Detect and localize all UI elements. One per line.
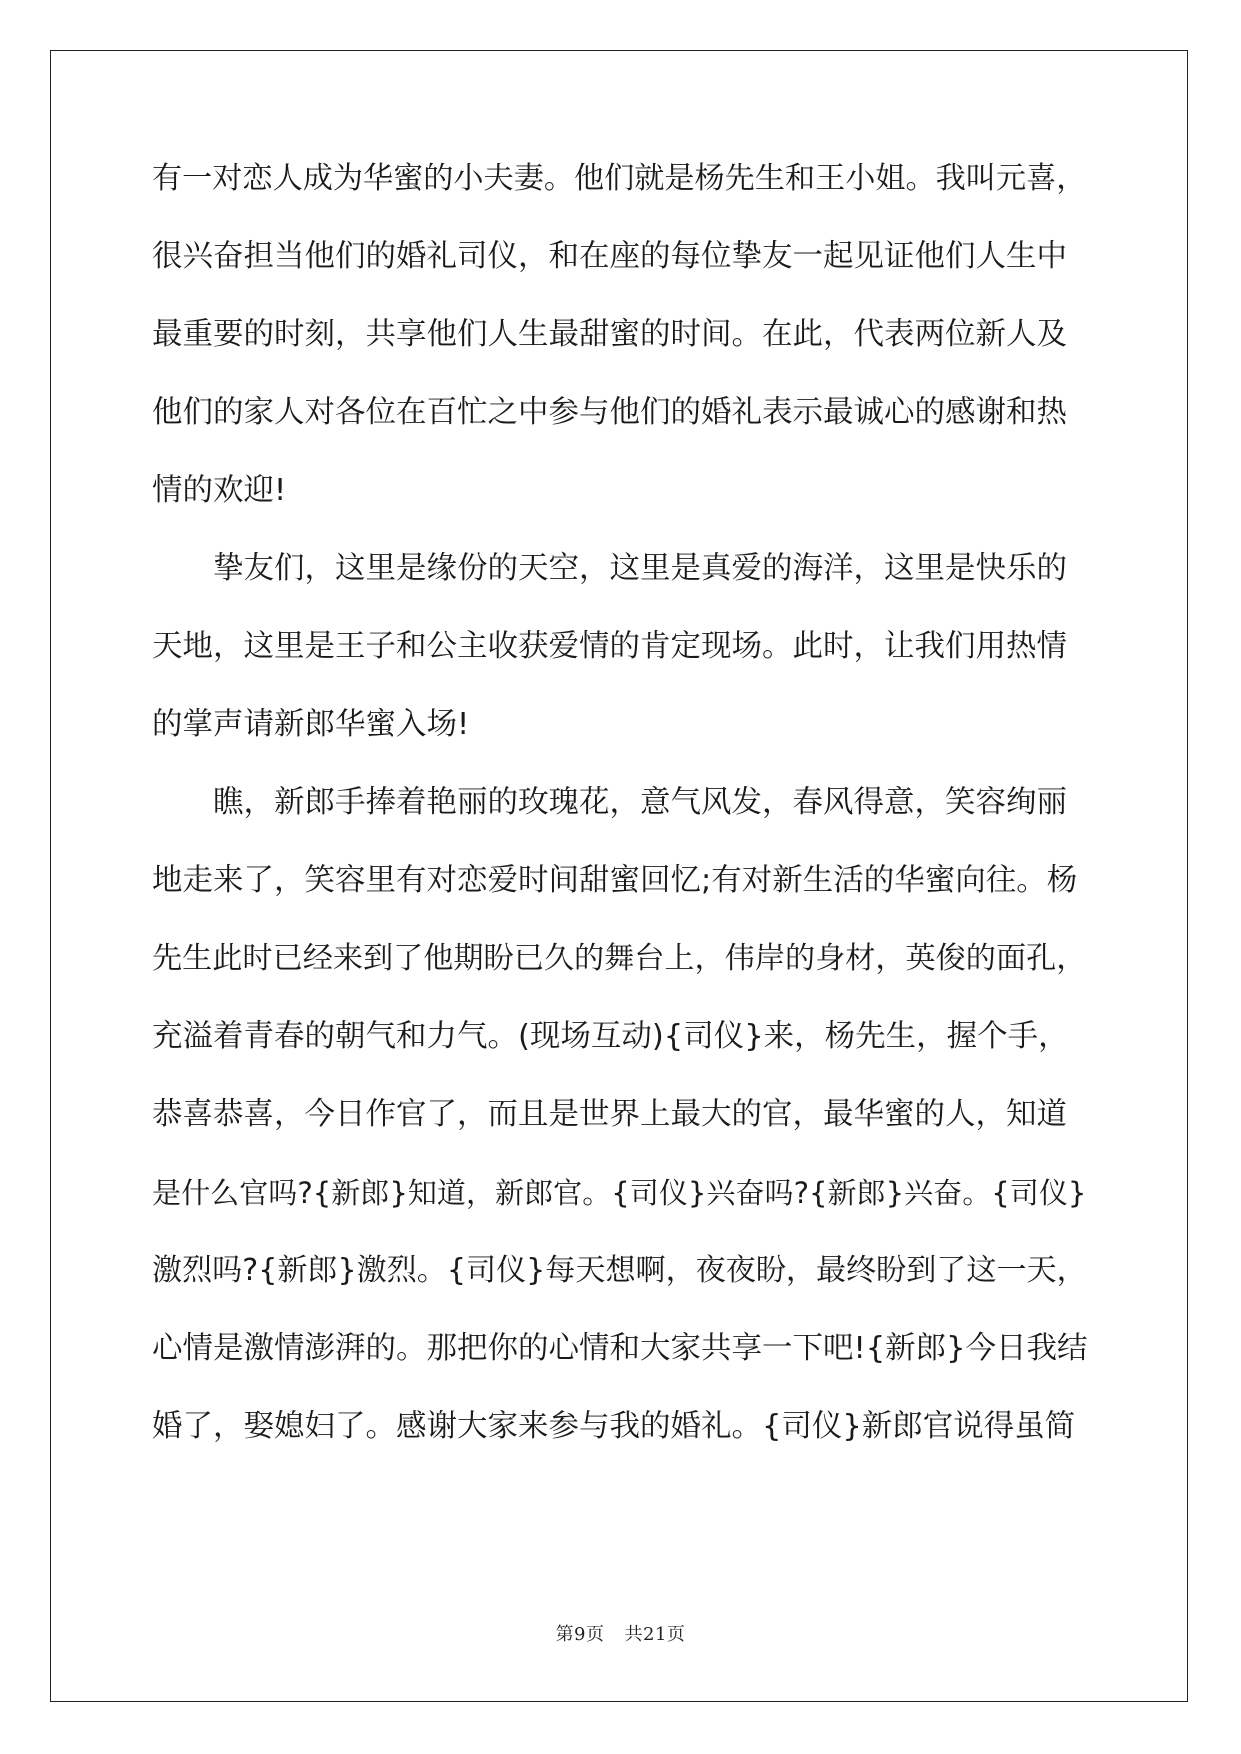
body-text (152, 148, 1092, 1474)
text-line: 婚了，娶媳妇了。感谢大家来参与我的婚礼。{司仪}新郎官说得虽简 (152, 1409, 1076, 1444)
text-line: 他们的家人对各位在百忙之中参与他们的婚礼表示最诚心的感谢和热 (152, 395, 1067, 430)
text-line: 心情是激情澎湃的。那把你的心情和大家共享一下吧!{新郎}今日我结 (152, 1331, 1088, 1366)
paragraph-first-line: 瞧，新郎手捧着艳丽的玫瑰花，意气风发，春风得意，笑容绚丽 (213, 785, 1067, 820)
text-line: 天地，这里是王子和公主收获爱情的肯定现场。此时，让我们用热情 (152, 629, 1067, 664)
text-line: 充溢着青春的朝气和力气。(现场互动){司仪}来，杨先生，握个手， (152, 1019, 1069, 1054)
page-footer (0, 1620, 1241, 1646)
text-line: 情的欢迎! (152, 473, 287, 508)
text-line: 有一对恋人成为华蜜的小夫妻。他们就是杨先生和王小姐。我叫元喜， (152, 161, 1087, 196)
text-line: 最重要的时刻，共享他们人生最甜蜜的时间。在此，代表两位新人及 (152, 317, 1067, 352)
text-line: 恭喜恭喜，今日作官了，而且是世界上最大的官，最华蜜的人，知道 (152, 1097, 1067, 1132)
text-line: 激烈吗?{新郎}激烈。{司仪}每天想啊，夜夜盼，最终盼到了这一天， (152, 1253, 1087, 1288)
text-line: 地走来了，笑容里有对恋爱时间甜蜜回忆;有对新生活的华蜜向往。杨 (152, 863, 1078, 898)
current-page-number: 第9页 (555, 1624, 605, 1645)
paragraph-first-line: 挚友们，这里是缘份的天空，这里是真爱的海洋，这里是快乐的 (213, 551, 1067, 586)
text-line: 是什么官吗?{新郎}知道，新郎官。{司仪}兴奋吗?{新郎}兴奋。{司仪} (152, 1176, 1087, 1210)
total-pages: 共21页 (624, 1624, 686, 1645)
text-line: 很兴奋担当他们的婚礼司仪，和在座的每位挚友一起见证他们人生中 (152, 239, 1067, 274)
text-line: 先生此时已经来到了他期盼已久的舞台上，伟岸的身材，英俊的面孔， (152, 941, 1087, 976)
text-line: 的掌声请新郎华蜜入场! (152, 707, 470, 742)
